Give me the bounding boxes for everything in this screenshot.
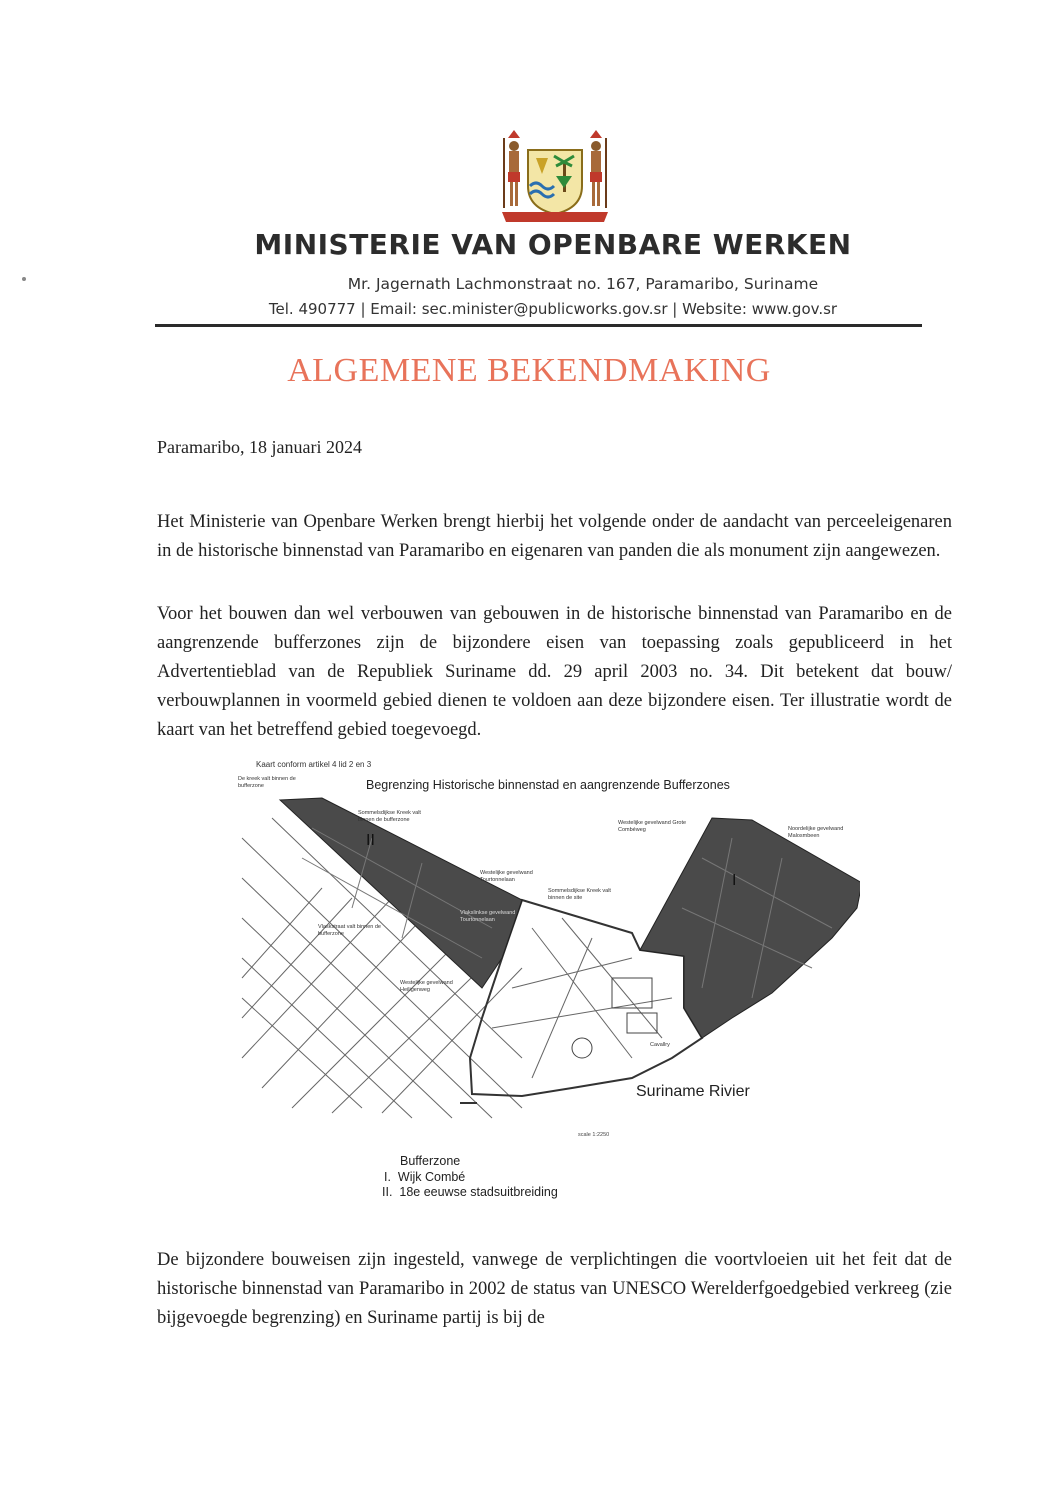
map-label: Westelijke gevelwand Tourtonnelaan [480, 870, 533, 883]
river-label: Suriname Rivier [636, 1083, 750, 1100]
map-corner-note: Kaart conform artikel 4 lid 2 en 3 [256, 760, 372, 769]
coat-of-arms-logo [496, 128, 614, 224]
legend-title: Bufferzone [400, 1154, 461, 1168]
zone-mark-2: II [366, 832, 375, 849]
map-label: Westelijke gevelwand Grote Combéweg [618, 820, 687, 833]
map-scale: scale 1:2250 [578, 1132, 610, 1138]
map-label: Westelijke gevelwand Heiligenweg [400, 980, 453, 993]
map-label: Cavallry [650, 1042, 670, 1048]
map-label: Vlaskstraat valt binnen de bufferzone [318, 924, 381, 937]
paragraph-1: Het Ministerie van Openbare Werken brengt hierbij het volgende onder de aandacht van perceeleigenaren in de historische binnenstad van Paramaribo en eigenaren van panden die als monument zijn aangewezen. [157, 512, 952, 561]
map-label: Sommelsdijkse Kreek valt binnen de bufferzone [358, 810, 421, 823]
map-label: Vlakslinkse gevelwand Tourtonnelaan [460, 910, 516, 923]
paragraph-2: Voor het bouwen dan wel verbouwen van gebouwen in de historische binnenstad van Paramaribo en de aangrenzende bufferzones zijn de bijzondere eisen van toepassing zoals gepubliceerd in het Advertentieblad van de Republiek Suriname dd. 29 april 2003 no. 34. Dit betekent dat bouw/ verbouwplannen in voormeld gebied dienen te voldoen aan deze bijzondere eisen. Ter illustratie wordt de kaart van het betreffend gebied toegevoegd. [157, 604, 952, 740]
legend-item-2: II. 18e eeuwse stadsuitbreiding [382, 1185, 558, 1199]
map-title: Begrenzing Historische binnenstad en aangrenzende Bufferzones [366, 778, 730, 792]
document-date: Paramaribo, 18 januari 2024 [157, 437, 362, 457]
map-illustration [232, 758, 860, 1220]
map-label: De kreek valt binnen de bufferzone [238, 776, 296, 789]
ministry-address: Mr. Jagernath Lachmonstraat no. 167, Paramaribo, Suriname [347, 275, 819, 293]
zone-mark-1: I [732, 872, 737, 889]
map-drawing [232, 758, 860, 1220]
ministry-contact: Tel. 490777 | Email: sec.minister@publicworks.gov.sr | Website: www.gov.sr [268, 300, 838, 318]
header-divider [155, 324, 922, 327]
paragraph-3: De bijzondere bouweisen zijn ingesteld, vanwege de verplichtingen die voortvloeien uit het feit dat de historische binnenstad van Paramaribo in 2002 de status van UNESCO Werelderfgoedgebied verkreeg (zie bijgevoegde begrenzing) en Suriname partij is bij de [157, 1250, 952, 1328]
map-label: Sommelsdijkse Kreek valt binnen de site [548, 888, 611, 901]
ministry-name: MINISTERIE VAN OPENBARE WERKEN [254, 228, 852, 261]
scan-speck [22, 277, 26, 281]
document-heading: ALGEMENE BEKENDMAKING [287, 352, 771, 389]
map-label: Noordelijke gevelwand Malosmbeen [788, 826, 844, 839]
legend-item-1: I. Wijk Combé [384, 1170, 466, 1184]
